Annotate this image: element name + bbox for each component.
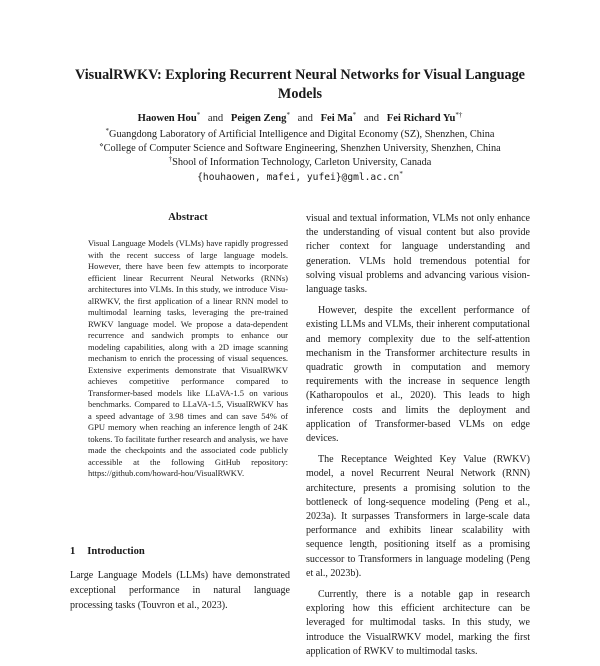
author-mark: *† — [455, 111, 463, 119]
author-mark: * — [196, 111, 201, 119]
affiliation-text: Shool of Information Technology, Carleton University, Canada — [172, 157, 432, 168]
email-text: {houhaowen, mafei, yufei}@gml.ac.cn — [197, 172, 400, 183]
affiliation-mark: * — [105, 127, 110, 135]
contact-email — [20, 171, 580, 184]
abstract-text: Visual Language Models (VLMs) have rapidly progressed with the recent success of large language models. However, there have been few attempts to incorporate efficient linear Recurrent Neural Networks (RNNs) architectures into VLMs. In this study, we introduce VisualRWKV, the first application of a linear RNN model to multimodal learning tasks, leveraging the pre-trained RWKV language model. We propose a data-dependent recurrence and sandwich prompts to enhance our modeling capabilities, along with a 2D image scanning mechanism to enrich the processing of visual sequences. Extensive experiments demonstrate that VisualRWKV achieves competitive performance compared to Transformer-based models like LLaVA-1.5 on various benchmarks. Compared to LLaVA-1.5, VisualRWKV has a speed advantage of 3.98 times and can save 54% of GPU memory when reaching an inference length of 24K tokens. To facilitate further research and analysis, we have made the checkpoints and the associated code publicly accessible at the following GitHub repository: https://github.com/howard-hou/VisualRWKV. — [88, 238, 288, 478]
affiliation — [20, 142, 580, 155]
body-paragraph: The Receptance Weighted Key Value (RWKV) model, a novel Recurrent Neural Network (RNN) architecture, presents a promising solution to the bottleneck of long-sequence modeling (Peng et al., 2023a). It surpasses Transformers in large-scale data performance and exhibits linear scalability with sequence length, positioning itself as a promising successor to Transformers in language modeling (Peng et al., 2023b). — [306, 454, 530, 579]
body-paragraph: visual and textual information, VLMs not only enhance the understanding of visual content but also provide richer context for language understanding and generation. VLMs hold tremendous potential for solving visual problems and advancing various vision-language tasks. — [306, 213, 530, 296]
intro-paragraph: Large Language Models (LLMs) have demonstrated exceptional performance in natural language processing tasks (Touvron et al., 2023). — [70, 570, 290, 611]
email-mark: * — [399, 170, 403, 178]
author-separator: and — [363, 113, 380, 124]
affiliation — [20, 128, 580, 141]
author-list — [20, 112, 580, 126]
abstract-heading: Abstract — [168, 212, 208, 223]
affiliation-mark: ⋄ — [99, 141, 104, 149]
author-mark: * — [286, 111, 290, 119]
author-name: Haowen Hou — [137, 113, 197, 124]
section-number: 1 — [70, 546, 76, 557]
author-name: Peigen Zeng — [230, 113, 287, 124]
affiliation-text: Guangdong Laboratory of Artificial Intelligence and Digital Economy (SZ), Shenzhen, China — [109, 129, 495, 140]
right-column — [306, 212, 530, 666]
affiliation — [20, 156, 580, 169]
section-heading — [70, 546, 145, 557]
body-paragraph: Currently, there is a notable gap in research exploring how this efficient architecture can be leveraged for multimodal tasks. In this study, we introduce the VisualRWKV model, marking the first application of RWKV to multimodal tasks. — [306, 589, 530, 657]
author-name: Fei Richard Yu — [386, 113, 456, 124]
section-title: Introduction — [87, 546, 145, 557]
affiliation-mark: † — [168, 155, 173, 163]
body-paragraph: However, despite the excellent performance of existing LLMs and VLMs, their inherent computational and memory complexity due to the self-attention mechanism in the Transformer architecture results in quadratic growth in computation and memory requirements with the increase in sequence length (Katharopoulos et al., 2020). This leads to high inference costs and limits the deployment and application of Transformer-based VLMs on edge devices. — [306, 305, 530, 445]
author-separator: and — [297, 113, 313, 124]
title-line-1: VisualRWKV: Exploring Recurrent Neural Networks for Visual Language — [75, 67, 525, 83]
paper-title — [40, 66, 560, 104]
author-name: Fei Ma — [320, 113, 353, 124]
title-line-2: Models — [277, 86, 323, 102]
affiliation-text: College of Computer Science and Software Engineering, Shenzhen University, Shenzhen, China — [103, 143, 501, 154]
author-mark: * — [352, 111, 357, 119]
author-separator: and — [207, 113, 224, 124]
